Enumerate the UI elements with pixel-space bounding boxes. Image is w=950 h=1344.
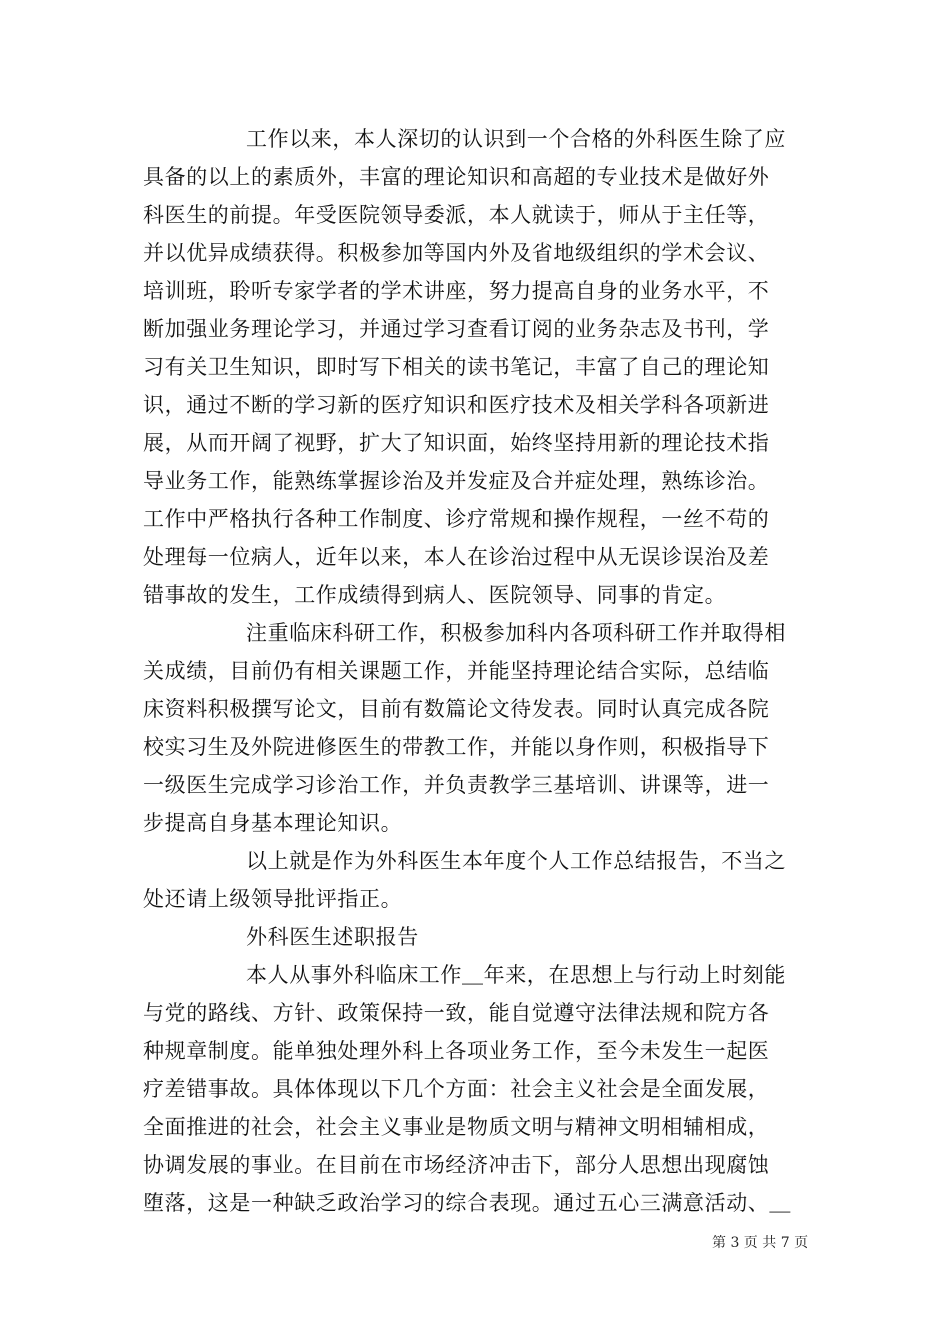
paragraph-line: 一级医生完成学习诊治工作，并负责教学三基培训、讲课等，进一 xyxy=(143,773,770,797)
paragraph-line: 堕落，这是一种缺乏政治学习的综合表现。通过五心三满意活动、＿ xyxy=(143,1191,791,1215)
paragraph-line: 展，从而开阔了视野，扩大了知识面，始终坚持用新的理论技术指 xyxy=(143,431,770,455)
paragraph-line: 错事故的发生，工作成绩得到病人、医院领导、同事的肯定。 xyxy=(143,583,727,607)
paragraph-line: 种规章制度。能单独处理外科上各项业务工作，至今未发生一起医 xyxy=(143,1039,770,1063)
paragraph-line: 培训班，聆听专家学者的学术讲座，努力提高自身的业务水平，不 xyxy=(143,279,770,303)
paragraph-line: 协调发展的事业。在目前在市场经济冲击下，部分人思想出现腐蚀 xyxy=(143,1153,770,1177)
paragraph-line: 以上就是作为外科医生本年度个人工作总结报告，不当之 xyxy=(246,849,786,873)
paragraph-line: 识，通过不断的学习新的医疗知识和医疗技术及相关学科各项新进 xyxy=(143,393,770,417)
paragraph-line: 床资料积极撰写论文，目前有数篇论文待发表。同时认真完成各院 xyxy=(143,697,770,721)
paragraph-line: 步提高自身基本理论知识。 xyxy=(143,811,403,835)
paragraph-line: 本人从事外科临床工作＿年来，在思想上与行动上时刻能 xyxy=(246,963,786,987)
paragraph-line: 与党的路线、方针、政策保持一致，能自觉遵守法律法规和院方各 xyxy=(143,1001,770,1025)
page-number: 第 3 页 共 7 页 xyxy=(712,1235,809,1251)
paragraph-line: 处还请上级领导批评指正。 xyxy=(143,887,403,911)
section-heading: 外科医生述职报告 xyxy=(246,925,419,949)
paragraph-line: 全面推进的社会，社会主义事业是物质文明与精神文明相辅相成， xyxy=(143,1115,770,1139)
paragraph-line: 疗差错事故。具体体现以下几个方面：社会主义社会是全面发展， xyxy=(143,1077,770,1101)
paragraph-line: 工作以来，本人深切的认识到一个合格的外科医生除了应 xyxy=(246,127,786,151)
paragraph-line: 习有关卫生知识，即时写下相关的读书笔记，丰富了自己的理论知 xyxy=(143,355,770,379)
paragraph-line: 注重临床科研工作，积极参加科内各项科研工作并取得相 xyxy=(246,621,786,645)
paragraph-line: 处理每一位病人，近年以来，本人在诊治过程中从无误诊误治及差 xyxy=(143,545,770,569)
paragraph-line: 并以优异成绩获得。积极参加等国内外及省地级组织的学术会议、 xyxy=(143,241,770,265)
paragraph-line: 工作中严格执行各种工作制度、诊疗常规和操作规程，一丝不苟的 xyxy=(143,507,770,531)
paragraph-line: 科医生的前提。年受医院领导委派，本人就读于，师从于主任等， xyxy=(143,203,770,227)
paragraph-line: 校实习生及外院进修医生的带教工作，并能以身作则，积极指导下 xyxy=(143,735,770,759)
paragraph-line: 导业务工作，能熟练掌握诊治及并发症及合并症处理，熟练诊治。 xyxy=(143,469,770,493)
paragraph-line: 关成绩，目前仍有相关课题工作，并能坚持理论结合实际，总结临 xyxy=(143,659,770,683)
paragraph-line: 具备的以上的素质外，丰富的理论知识和高超的专业技术是做好外 xyxy=(143,165,770,189)
paragraph-line: 断加强业务理论学习，并通过学习查看订阅的业务杂志及书刊，学 xyxy=(143,317,770,341)
